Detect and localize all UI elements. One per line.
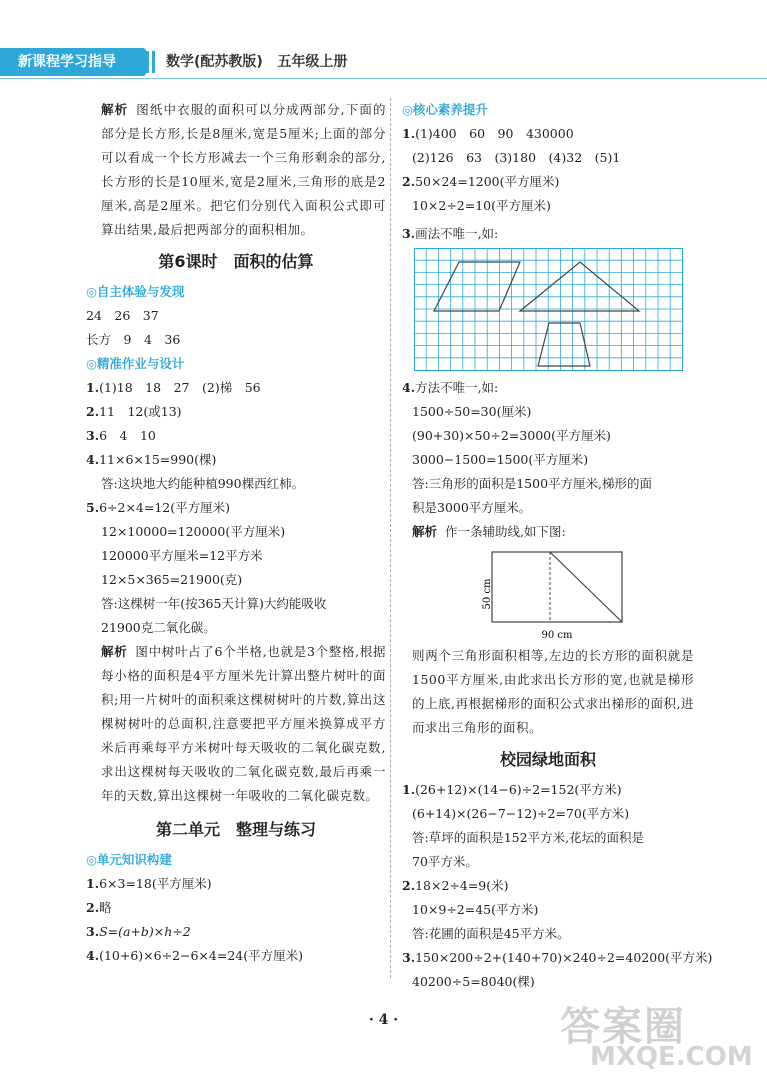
green-item-2-line: 10×9÷2=45(平方米) (412, 902, 539, 917)
item-text: 6×3=18(平方厘米) (99, 876, 212, 891)
item-number: 3. (402, 226, 416, 241)
analysis-paragraph-2 (86, 640, 386, 808)
core-item-4-explanation: 则两个三角形面积相等,左边的长方形的面积就是1500平方厘米,由此求出长方形的宽,也就是梯形的上底,再根据梯形的面积公式求出梯形的面积,进而求出三角形的面积。 (412, 648, 694, 735)
item-number: 3. (402, 950, 416, 965)
green-item-3 (402, 946, 713, 970)
core-item-4-analysis (402, 520, 694, 544)
item-text: 11×6×15=990(棵) (99, 452, 217, 467)
page-number: · 4 · (368, 1012, 399, 1028)
item-number: 4. (86, 452, 100, 467)
explore-answer-2: 长方 9 4 36 (86, 332, 181, 347)
practice-item-4-answer: 答:这块地大约能种植990棵西红柿。 (101, 476, 305, 491)
green-item-2-answer: 答:花圃的面积是45平方米。 (412, 926, 570, 941)
core-item-4-line: (90+30)×50÷2=3000(平方厘米) (412, 428, 611, 443)
green-item-1-line: (6+14)×(26−7−12)÷2=70(平方米) (412, 806, 630, 821)
core-item-1-line: (2)126 63 (3)180 (4)32 (5)1 (412, 150, 621, 165)
core-item-4-line: 1500÷50=30(厘米) (412, 404, 532, 419)
parallelogram-shape (434, 262, 520, 311)
section-heading-practice: ◎精准作业与设计 (86, 356, 185, 371)
analysis-text: 图纸中衣服的面积可以分成两部分,下面的部分是长方形,长是8厘米,宽是5厘米;上面的部分可以看成一个长方形减去一个三角形剩余的部分,长方形的长是10厘米,宽是2厘米,三角形的底是2厘米,高是2厘米。把它们分别代入面积公式即可算出结果,最后把两部分的面积相加。 (101, 102, 386, 237)
book-title: 数学(配苏教版) 五年级上册 (166, 54, 348, 70)
item-text: 11 12(或13) (99, 404, 182, 419)
trapezoid-shape (538, 323, 590, 366)
practice-item-5-answer: 答:这棵树一年(按365天计算)大约能吸收 (101, 596, 327, 611)
watermark-logo: 答案圈 (560, 1004, 686, 1050)
item-number: 3. (86, 924, 100, 939)
explore-answer-1: 24 26 37 (86, 308, 159, 323)
green-item-1-answer: 70平方米。 (412, 854, 478, 869)
unit-item-2 (86, 896, 386, 920)
left-column (86, 98, 386, 968)
practice-item-5-answer: 21900克二氧化碳。 (101, 620, 216, 635)
side-length-label: 50 cm (482, 578, 493, 610)
column-divider (390, 98, 391, 978)
item-number: 4. (402, 380, 416, 395)
section-heading-core: ◎核心素养提升 (402, 102, 488, 117)
practice-item-5-line: 120000平方厘米=12平方米 (101, 548, 263, 563)
item-text: 6 4 10 (99, 428, 156, 443)
lesson-title: 第6课时 面积的估算 (158, 252, 314, 271)
section-heading-explore: ◎自主体验与发现 (86, 284, 185, 299)
green-item-2 (402, 874, 694, 898)
watermark-url: MXQE.COM (590, 1042, 753, 1072)
analysis-paragraph-1 (86, 98, 386, 242)
item-text: 50×24=1200(平方厘米) (415, 174, 560, 189)
item-text: 150×200÷2+(140+70)×240÷2=40200(平方米) (415, 950, 713, 965)
header-rule (0, 78, 767, 79)
core-item-4-line: 3000−1500=1500(平方厘米) (412, 452, 589, 467)
outer-rectangle (492, 552, 622, 622)
brand-label: 新课程学习指导 (0, 48, 146, 76)
item-number: 5. (86, 500, 100, 515)
practice-item-4 (86, 448, 386, 472)
item-text: 6÷2×4=12(平方厘米) (99, 500, 231, 515)
item-text: (26+12)×(14−6)÷2=152(平方米) (415, 782, 622, 797)
item-text: 画法不唯一,如: (415, 226, 499, 241)
item-text: 略 (99, 900, 112, 915)
unit-title: 第二单元 整理与练习 (155, 820, 316, 839)
green-item-1 (402, 778, 694, 802)
analysis-label: 解析 (101, 644, 128, 659)
grid-drawing-figure (414, 248, 694, 376)
practice-item-5-line: 12×5×365=21900(克) (101, 572, 243, 587)
practice-item-3 (86, 424, 386, 448)
practice-item-1 (86, 376, 386, 400)
right-column (402, 98, 713, 994)
core-item-4 (402, 376, 694, 400)
item-number: 1. (86, 380, 100, 395)
brand-bars-decoration (140, 51, 156, 73)
grid-drawing (414, 248, 684, 372)
analysis-label: 解析 (412, 524, 438, 539)
practice-item-5-line: 12×10000=120000(平方厘米) (101, 524, 286, 539)
core-item-2 (402, 170, 694, 194)
item-number: 1. (86, 876, 100, 891)
item-text: (1)18 18 27 (2)梯 56 (99, 380, 261, 395)
item-number: 2. (402, 174, 416, 189)
practice-item-2 (86, 400, 386, 424)
item-number: 2. (86, 404, 100, 419)
analysis-label: 解析 (101, 102, 129, 117)
item-text: 18×2÷4=9(米) (415, 878, 509, 893)
item-text: S=(a+b)×h÷2 (99, 924, 191, 939)
core-item-1 (402, 122, 694, 146)
core-item-4-answer: 答:三角形的面积是1500平方厘米,梯形的面 (412, 476, 652, 491)
item-number: 3. (86, 428, 100, 443)
item-number: 2. (86, 900, 100, 915)
analysis-text: 作一条辅助线,如下图: (445, 524, 566, 539)
item-number: 1. (402, 782, 416, 797)
item-text: (10+6)×6÷2−6×4=24(平方厘米) (99, 948, 303, 963)
core-item-2-line: 10×2÷2=10(平方厘米) (412, 198, 551, 213)
bottom-length-label: 90 cm (541, 630, 573, 641)
page-header (0, 42, 767, 82)
unit-item-4 (86, 944, 386, 968)
item-text: 方法不唯一,如: (415, 380, 499, 395)
green-item-3-line: 40200÷5=8040(棵) (412, 974, 535, 989)
core-item-3 (402, 222, 694, 246)
green-item-1-answer: 答:草坪的面积是152平方米,花坛的面积是 (412, 830, 645, 845)
unit-item-3 (86, 920, 386, 944)
practice-item-5 (86, 496, 386, 520)
grid-lines (415, 249, 683, 371)
unit-item-1 (86, 872, 386, 896)
rectangle-diagram (402, 546, 694, 644)
analysis-text: 图中树叶占了6个半格,也就是3个整格,根据每小格的面积是4平方厘米先计算出整片树叶的面积;用一片树叶的面积乘这棵树树叶的片数,算出这棵树树叶的总面积,注意要把平方厘米换算成平方米后再乘每平方米树叶每天吸收的二氧化碳克数,求出这棵树每天吸收的二氧化碳克数,最后再乘一年的天数,算出这棵树一年吸收的二氧化碳克数。 (101, 644, 386, 803)
core-item-4-answer: 积是3000平方厘米。 (412, 500, 532, 515)
item-text: (1)400 60 90 430000 (415, 126, 574, 141)
item-number: 1. (402, 126, 416, 141)
green-area-title: 校园绿地面积 (499, 750, 596, 769)
item-number: 2. (402, 878, 416, 893)
diagonal-line (550, 552, 622, 622)
section-heading-unit: ◎单元知识构建 (86, 852, 172, 867)
rectangle-figure (402, 546, 694, 646)
item-number: 4. (86, 948, 100, 963)
